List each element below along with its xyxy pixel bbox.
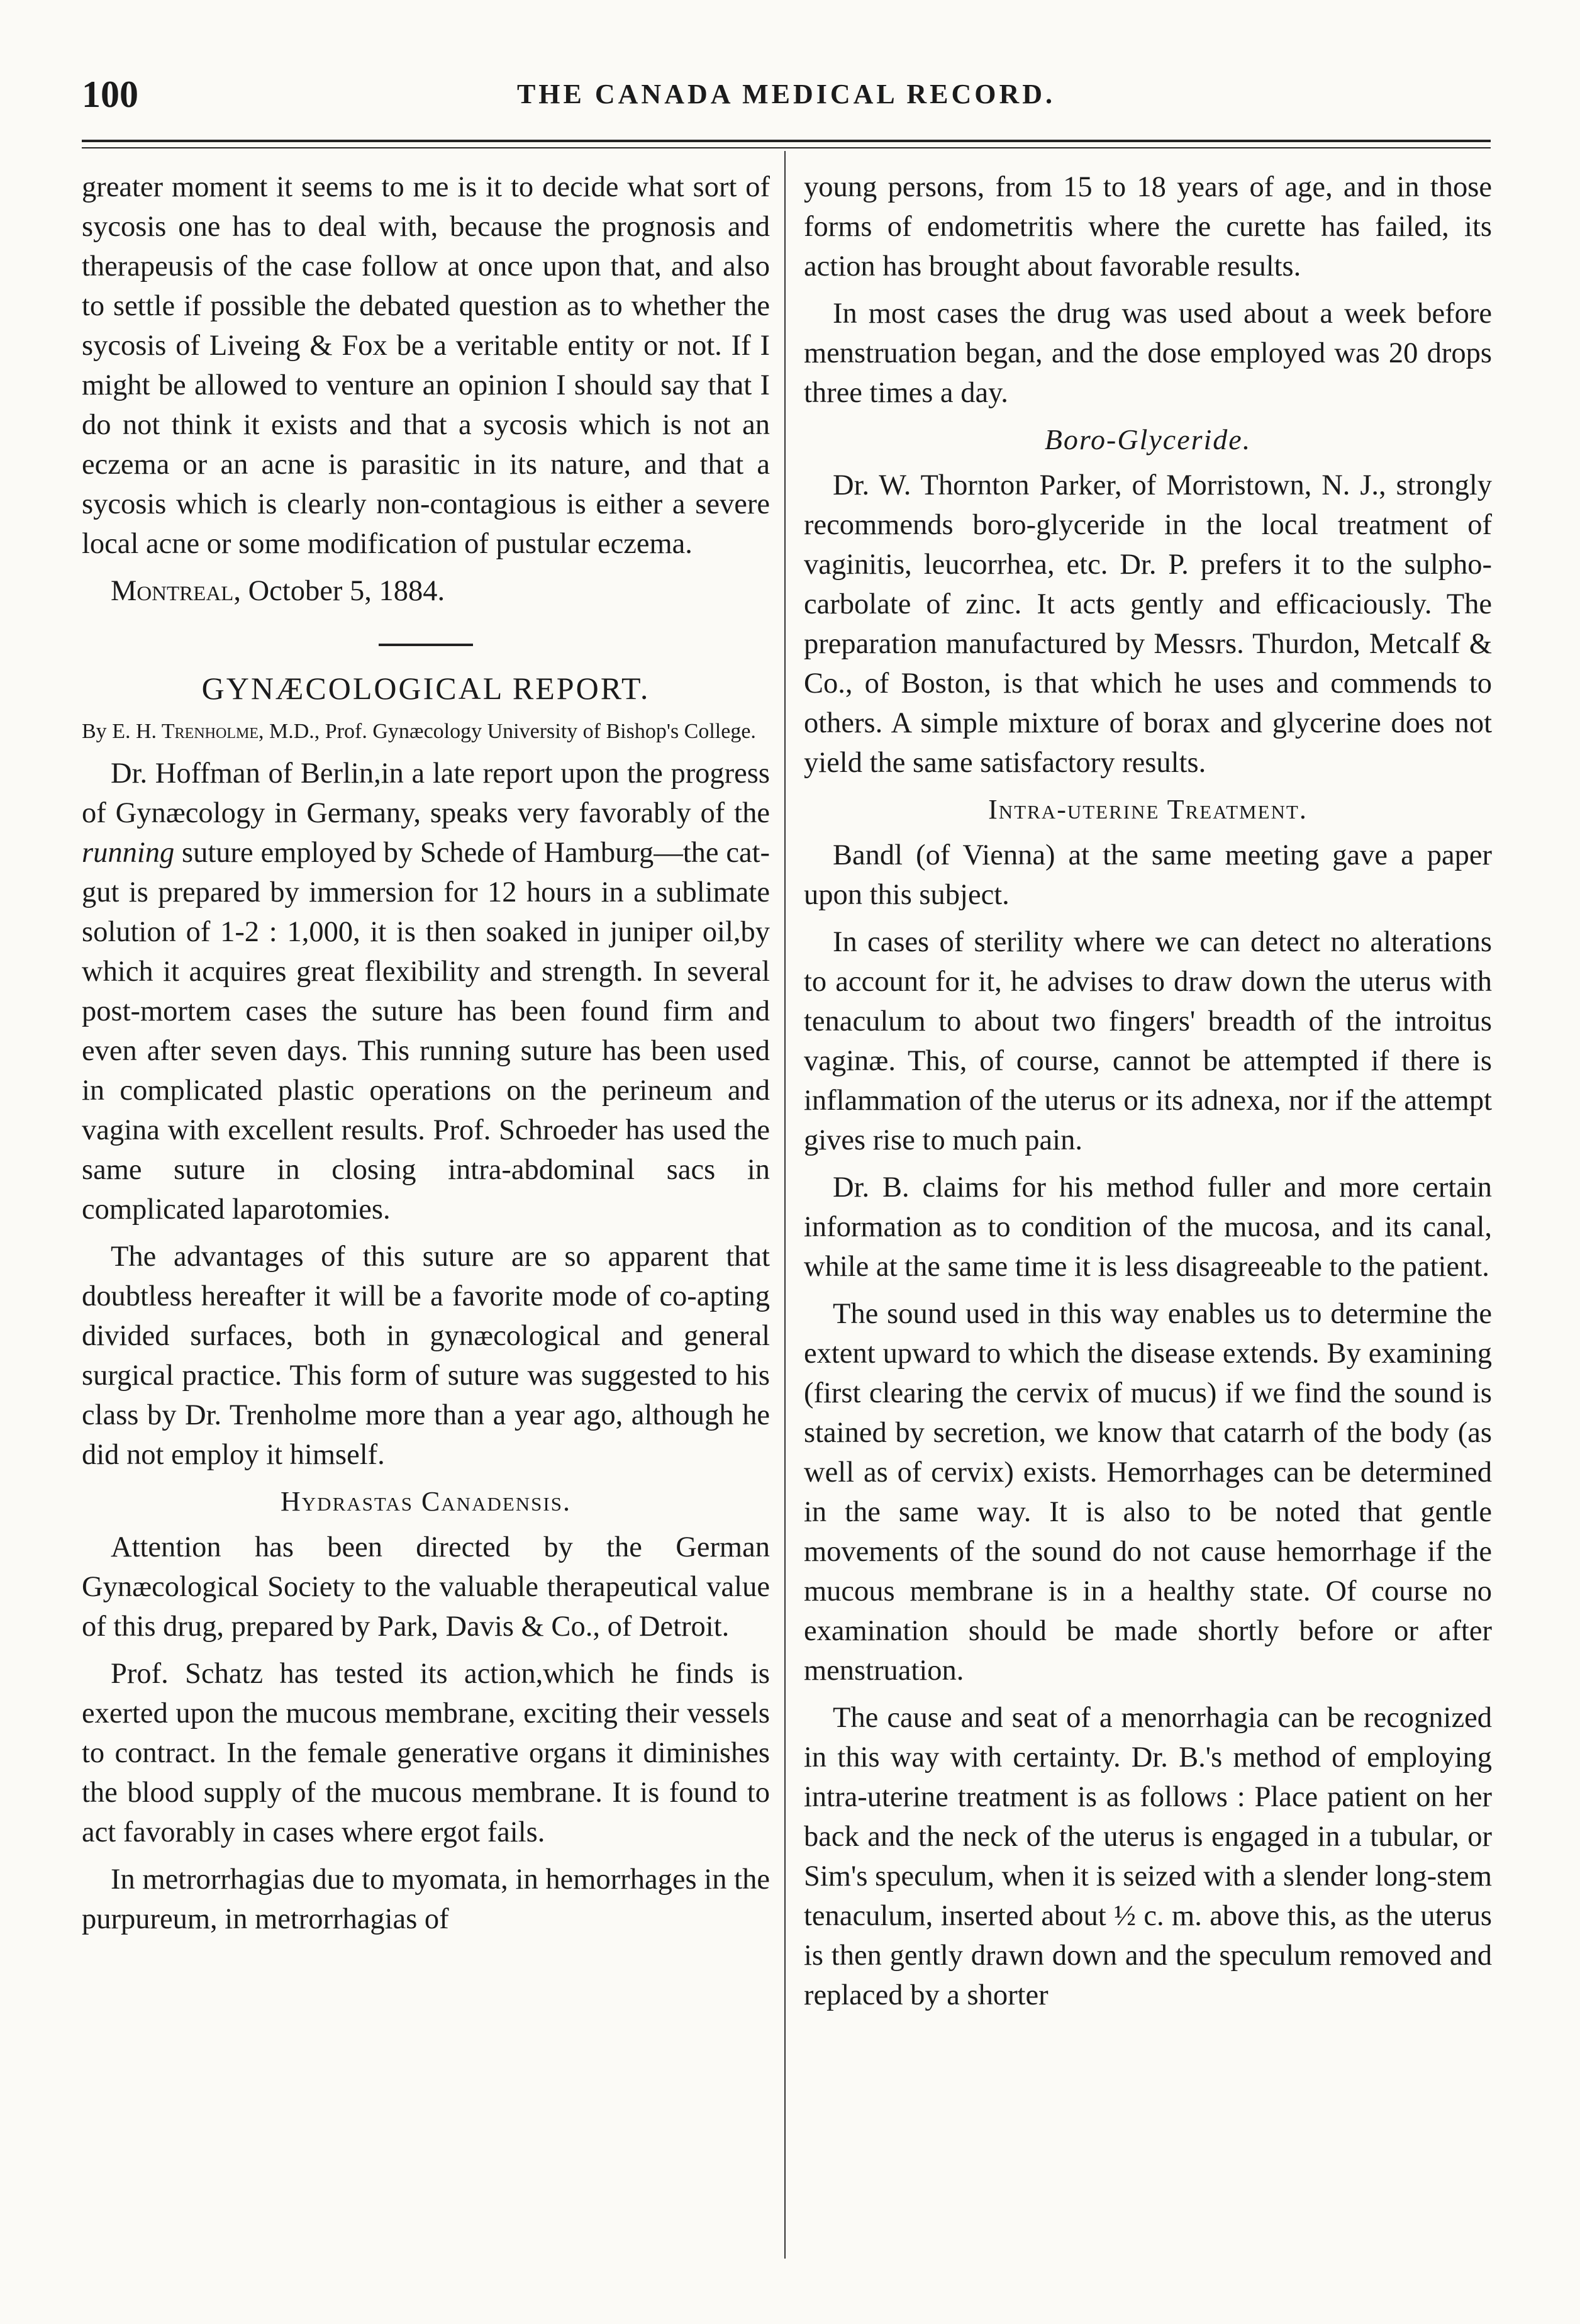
header-rule <box>82 140 1491 142</box>
column-divider <box>784 151 786 2259</box>
paragraph: young persons, from 15 to 18 years of age, and in those forms of endometritis where the curette has failed, its action has brought about favorable results. <box>804 171 1492 282</box>
page-number: 100 <box>82 74 138 115</box>
section-rule <box>379 644 473 646</box>
paragraph: Dr. B. claims for his method fuller and more certain information as to condition of the mucosa, and its canal, while at the same time it is less disagreeable to the patient. <box>804 1171 1492 1283</box>
paragraph: Prof. Schatz has tested its action,which he finds is exerted upon the mucous membrane, exciting their vessels to contract. In the female generative organs it diminishes the blood supply of the mucous membrane. It is found to act favorably in cases where ergot fails. <box>82 1658 770 1848</box>
signoff <box>82 571 770 611</box>
paragraph <box>82 754 770 1229</box>
italic-term: running <box>82 837 175 869</box>
paragraph-text: suture employed by Schede of Hamburg—the cat-gut is prepared by immersion for 12 hours in a sublimate solution of 1-2 : 1,000, it is then soaked in juniper oil,by which it acquires great flexibility and strength. In several post-mortem cases the suture has been found firm and even after seven days. This running suture has been used in complicated plastic operations on the perineum and vagina with excellent results. Prof. Schroeder has used the same suture in closing intra-abdominal sacs in complicated laparotomies. <box>82 837 770 1226</box>
paragraph: In metrorrhagias due to myomata, in hemorrhages in the purpureum, in metrorrhagias of <box>82 1863 770 1935</box>
paragraph: The sound used in this way enables us to determine the extent upward to which the disease extends. By examining (first clearing the cervix of mucus) if we find the sound is stained by secretion, we know that catarrh of the body (as well as of cervix) exists. Hemorrhages can be determined in the same way. It is also to be noted that gentle movements of the sound do not cause hemorrhage if the mucous membrane is in a healthy state. Of course no examination should be made shortly before or after menstruation. <box>804 1298 1492 1687</box>
running-title: THE CANADA MEDICAL RECORD. <box>516 79 1056 109</box>
page-header <box>82 69 1491 120</box>
header-rule-thin <box>82 147 1491 148</box>
paragraph: The cause and seat of a menorrhagia can be recognized in this way with certainty. Dr. B.'s method of employing intra-uterine treatment is as follows : Place patient on her back and the neck of the uterus is engaged in a tubular, or Sim's speculum, when it is seized with a slender long-stem tenaculum, inserted about ½ c. m. above this, as the uterus is then gently drawn down and the speculum removed and replaced by a shorter <box>804 1702 1492 2011</box>
right-column <box>804 167 1492 2023</box>
paragraph-text: Dr. Hoffman of Berlin,in a late report upon the progress of Gynæcology in Germany, speaks very favorably of the <box>82 757 770 829</box>
byline <box>82 718 770 745</box>
byline-affiliation: M.D., Prof. Gynæcology University of Bishop's College. <box>264 720 756 743</box>
signoff-date: October 5, 1884. <box>248 575 445 607</box>
byline-author: E. H. Trenholme, <box>112 720 264 743</box>
paragraph: The advantages of this suture are so apparent that doubtless hereafter it will be a favorite mode of co-apting divided surfaces, both in gynæcological and general surgical practice. This form of suture was suggested to his class by Dr. Trenholme more than a year ago, although he did not employ it himself. <box>82 1241 770 1471</box>
signoff-place: Montreal, <box>111 575 241 607</box>
paragraph: Attention has been directed by the German Gynæcological Society to the valuable therapeutical value of this drug, prepared by Park, Davis & Co., of Detroit. <box>82 1531 770 1643</box>
paragraph: greater moment it seems to me is it to decide what sort of sycosis one has to deal with, because the prognosis and therapeusis of the case follow at once upon that, and also to settle if possible the debated question as to whether the sycosis of Liveing & Fox be a veritable entity or not. If I might be allowed to venture an opinion I should say that I do not think it exists and that a sycosis which is not an eczema or an acne is parasitic in its nature, and that a sycosis which is clearly non-contagious is either a severe local acne or some modification of pustular eczema. <box>82 171 770 560</box>
byline-prefix: By <box>82 720 113 743</box>
paragraph: In most cases the drug was used about a week before menstruation began, and the dose employed was 20 drops three times a day. <box>804 298 1492 409</box>
section-heading: Intra-uterine Treatment. <box>988 794 1308 825</box>
paragraph: Dr. W. Thornton Parker, of Morristown, N. J., strongly recommends boro-glyceride in the local treatment of vaginitis, leucorrhea, etc. Dr. P. prefers it to the sulpho-carbolate of zinc. It acts gently and efficaciously. The preparation manufactured by Messrs. Thurdon, Metcalf & Co., of Boston, is that which he uses and commends to others. A simple mixture of borax and glycerine does not yield the same satisfactory results. <box>804 469 1492 779</box>
section-heading: Boro-Glyceride. <box>1044 423 1252 455</box>
paragraph: Bandl (of Vienna) at the same meeting gave a paper upon this subject. <box>804 839 1492 911</box>
paragraph: In cases of sterility where we can detect no alterations to account for it, he advises to draw down the uterus with tenaculum to about two fingers' breadth of the introitus vaginæ. This, of course, cannot be attempted if there is inflammation of the uterus or its adnexa, nor if the attempt gives rise to much pain. <box>804 926 1492 1156</box>
left-column <box>82 167 770 1947</box>
section-heading: Hydrastas Canadensis. <box>281 1486 571 1517</box>
article-title: GYNÆCOLOGICAL REPORT. <box>201 671 650 706</box>
